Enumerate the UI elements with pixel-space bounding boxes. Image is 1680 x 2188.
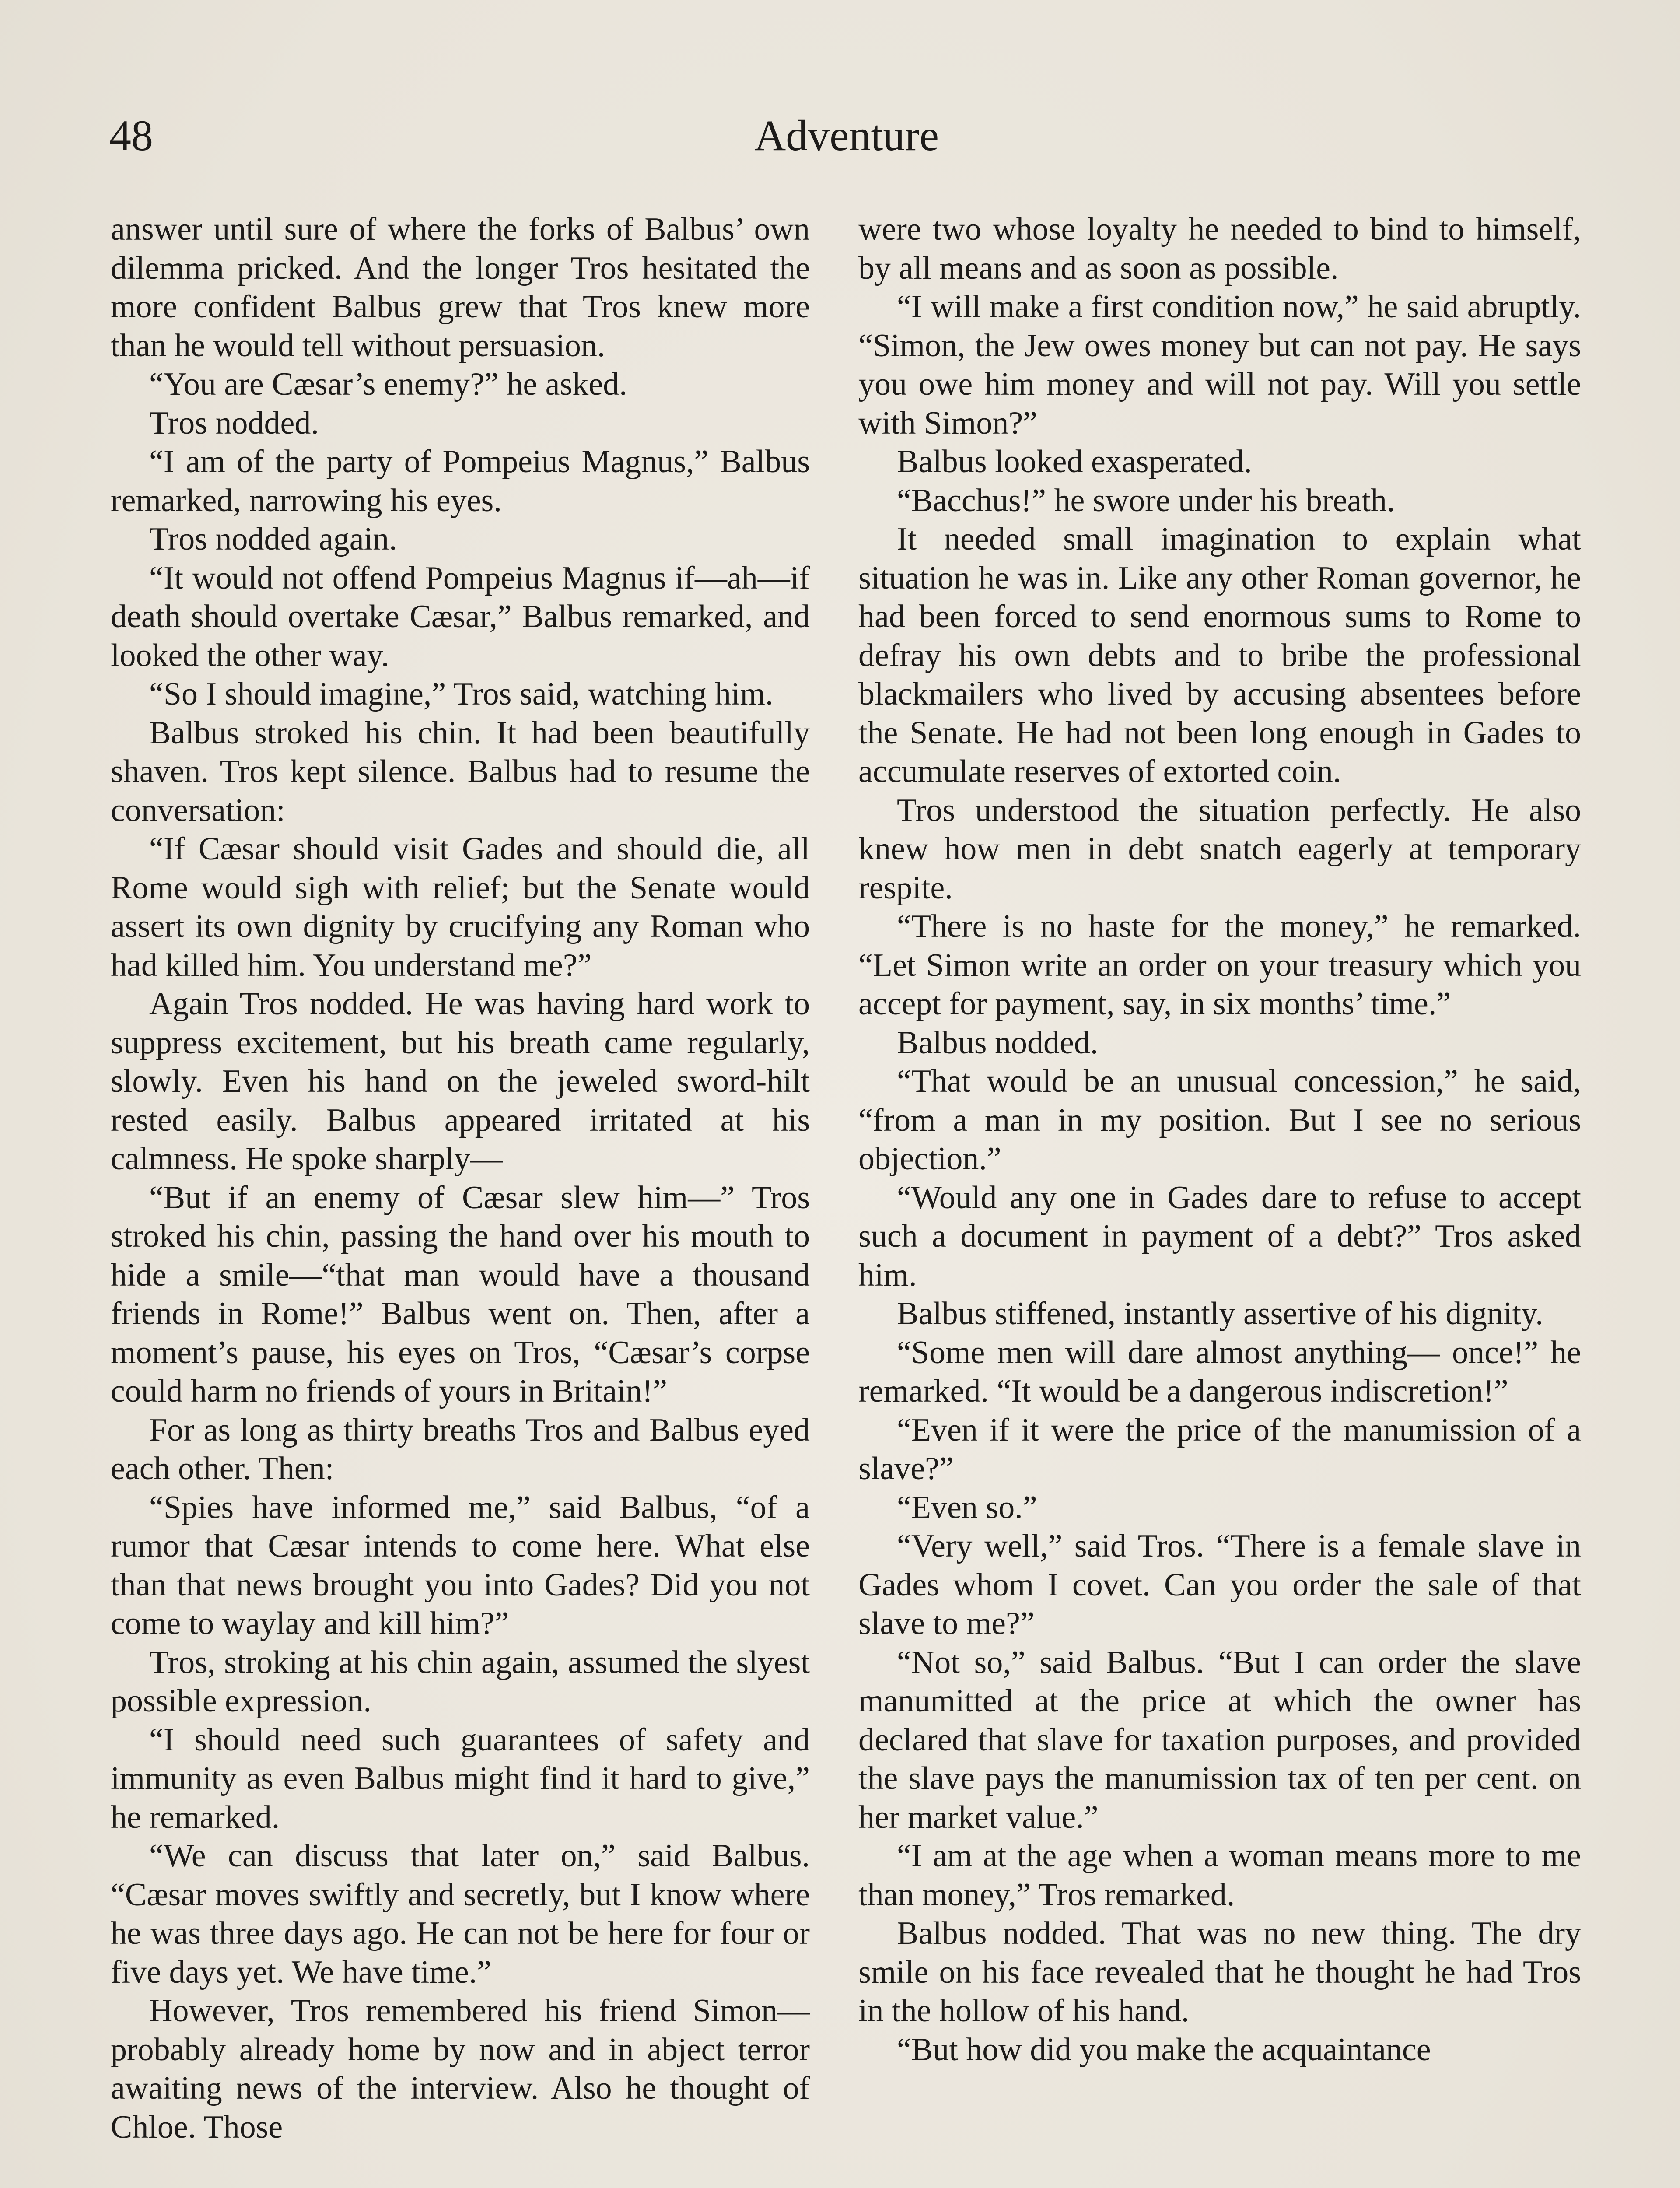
left-column xyxy=(111,210,810,2188)
paragraph: Balbus stiffened, instantly assertive of his dignity. xyxy=(897,1296,1544,1332)
paragraph: “There is no haste for the money,” he remarked. “Let Simon write an order on your treasury which you accept for payment, say, in six months’ time.” xyxy=(858,908,1581,1022)
paragraph: “Some men will dare almost anything— once!” he remarked. “It would be a dangerous indiscretion!” xyxy=(858,1334,1581,1409)
paragraph: “It would not offend Pompeius Magnus if—ah—if death should overtake Cæsar,” Balbus remarked, and looked the other way. xyxy=(111,560,810,673)
paragraph: were two whose loyalty he needed to bind to himself, by all means and as soon as possible. xyxy=(858,211,1581,286)
paragraph: “But if an enemy of Cæsar slew him—” Tros stroked his chin, passing the hand over his mouth to hide a smile—“that man would have a thousand friends in Rome!” Balbus went on. Then, after a moment’s pause, his eyes on Tros, “Cæsar’s corpse could harm no friends of yours in Britain!” xyxy=(111,1179,810,1409)
paragraph: “But how did you make the acquaintance xyxy=(897,2031,1431,2068)
paragraph: “You are Cæsar’s enemy?” he asked. xyxy=(149,366,627,402)
page-number: 48 xyxy=(109,111,153,160)
paragraph: “Even so.” xyxy=(897,1489,1037,1525)
paragraph: “If Cæsar should visit Gades and should die, all Rome would sigh with relief; but the Senate would assert its own dignity by crucifying any Roman who had killed him. You understand me?” xyxy=(111,831,810,983)
paragraph: “Even if it were the price of the manumission of a slave?” xyxy=(858,1412,1581,1487)
paragraph: answer until sure of where the forks of Balbus’ own dilemma pricked. And the longer Tros hesitated the more confident Balbus grew that Tros knew more than he would tell without persuasion. xyxy=(111,211,810,364)
paragraph: However, Tros remembered his friend Simon—probably already home by now and in abject terror awaiting news of the interview. Also he thought of Chloe. Those xyxy=(111,1993,810,2145)
paragraph: “Not so,” said Balbus. “But I can order the slave manumitted at the price at which the owner has declared that slave for taxation purposes, and provided the slave pays the manumission tax of ten per cent. on her market value.” xyxy=(858,1644,1581,1835)
paragraph: “I am of the party of Pompeius Magnus,” Balbus remarked, narrowing his eyes. xyxy=(111,444,810,519)
paragraph: For as long as thirty breaths Tros and Balbus eyed each other. Then: xyxy=(111,1412,810,1487)
paragraph: “I am at the age when a woman means more to me than money,” Tros remarked. xyxy=(858,1838,1581,1913)
paragraph: “We can discuss that later on,” said Balbus. “Cæsar moves swiftly and secretly, but I know where he was three days ago. He can not be here for four or five days yet. We have time.” xyxy=(111,1838,810,1990)
paragraph: Balbus nodded. xyxy=(897,1024,1099,1061)
paragraph: “Bacchus!” he swore under his breath. xyxy=(897,482,1395,519)
paragraph: It needed small imagination to explain what situation he was in. Like any other Roman governor, he had been forced to send enormous sums to Rome to defray his own debts and to bribe the professional blackmailers who lived by accusing absentees before the Senate. He had not been long enough in Gades to accumulate reserves of extorted coin. xyxy=(858,521,1581,789)
paragraph: Tros nodded. xyxy=(149,405,319,441)
paragraph: “I should need such guarantees of safety and immunity as even Balbus might find it hard to give,” he remarked. xyxy=(111,1722,810,1835)
right-column xyxy=(858,210,1581,2188)
paragraph: “Spies have informed me,” said Balbus, “of a rumor that Cæsar intends to come here. What else than that news brought you into Gades? Did you not come to waylay and kill him?” xyxy=(111,1489,810,1641)
paragraph: Tros nodded again. xyxy=(149,521,397,557)
paragraph: Balbus looked exasperated. xyxy=(897,444,1252,480)
paragraph: “Would any one in Gades dare to refuse to accept such a document in payment of a debt?” Tros asked him. xyxy=(858,1179,1581,1293)
paragraph: “I will make a first condition now,” he said abruptly. “Simon, the Jew owes money but can not pay. He says you owe him money and will not pay. Will you settle with Simon?” xyxy=(858,289,1581,441)
paragraph: “That would be an unusual concession,” he said, “from a man in my position. But I see no serious objection.” xyxy=(858,1063,1581,1177)
paragraph: Again Tros nodded. He was having hard work to suppress excitement, but his breath came regularly, slowly. Even his hand on the jeweled sword-hilt rested easily. Balbus appeared irritated at his calmness. He spoke sharply— xyxy=(111,986,810,1177)
paragraph: “Very well,” said Tros. “There is a female slave in Gades whom I covet. Can you order the sale of that slave to me?” xyxy=(858,1528,1581,1641)
running-head: Adventure xyxy=(754,111,939,160)
page-header xyxy=(109,109,1584,162)
paragraph: Tros understood the situation perfectly. He also knew how men in debt snatch eagerly at temporary respite. xyxy=(858,792,1581,906)
paragraph: “So I should imagine,” Tros said, watching him. xyxy=(149,676,774,712)
paragraph: Tros, stroking at his chin again, assumed the slyest possible expression. xyxy=(111,1644,810,1719)
paragraph: Balbus stroked his chin. It had been beautifully shaven. Tros kept silence. Balbus had to resume the conversation: xyxy=(111,715,810,828)
paragraph: Balbus nodded. That was no new thing. The dry smile on his face revealed that he thought he had Tros in the hollow of his hand. xyxy=(858,1915,1581,2029)
